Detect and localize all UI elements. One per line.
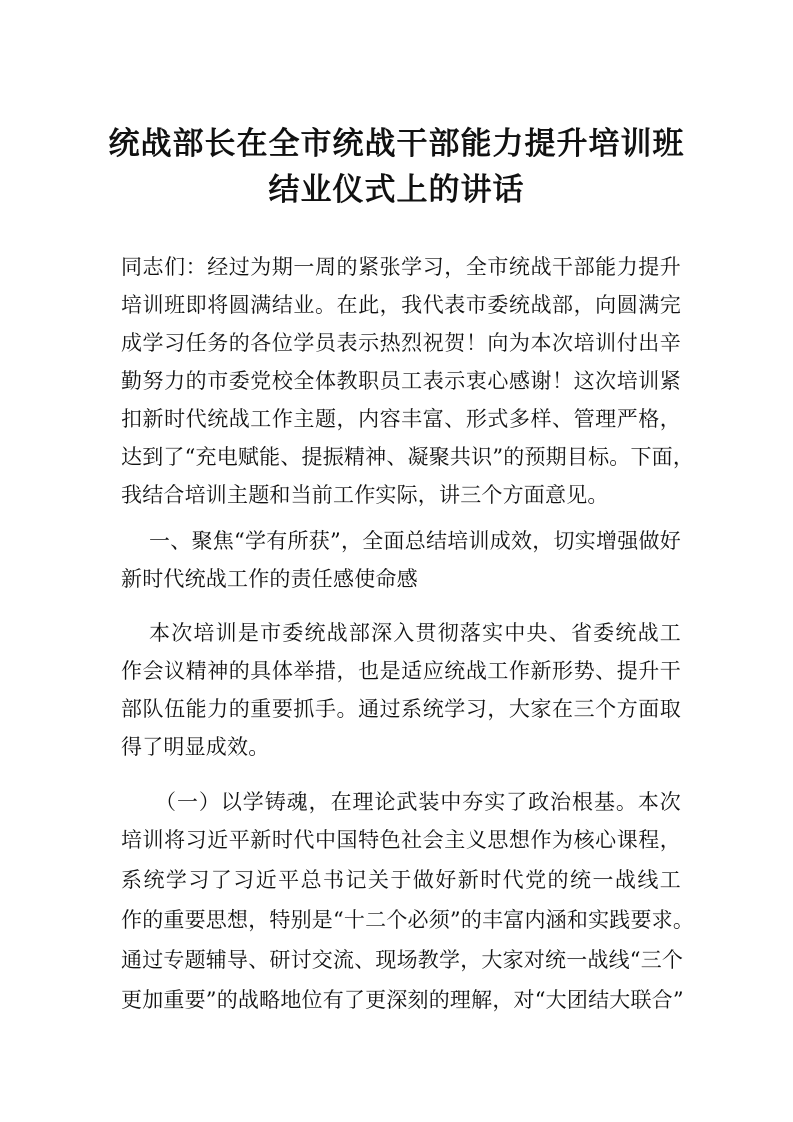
body-line: 培训班即将圆满结业。在此，我代表市委统战部，向圆满完 (121, 293, 681, 317)
body-line: 得了明显成效。 (121, 735, 270, 759)
body-line: 同志们：经过为期一周的紧张学习，全市统战干部能力提升 (121, 255, 681, 279)
body-line: 本次培训是市委统战部深入贯彻落实中央、省委统战工 (149, 621, 681, 645)
body-line: 作的重要思想，特别是“十二个必须”的丰富内涵和实践要求。 (121, 908, 695, 932)
document-title-line-1: 统战部长在全市统战干部能力提升培训班 (108, 126, 685, 162)
body-line: 我结合培训主题和当前工作实际，讲三个方面意见。 (121, 483, 609, 507)
document-title-line-2: 结业仪式上的讲话 (268, 172, 525, 208)
body-line: 系统学习了习近平总书记关于做好新时代党的统一战线工 (121, 868, 681, 892)
body-line: 培训将习近平新时代中国特色社会主义思想作为核心课程， (121, 828, 681, 852)
body-line: 扣新时代统战工作主题，内容丰富、形式多样、管理严格， (121, 407, 681, 431)
body-line: 成学习任务的各位学员表示热烈祝贺！向为本次培训付出辛 (121, 331, 681, 355)
body-line: 勤努力的市委党校全体教职员工表示衷心感谢！这次培训紧 (121, 369, 681, 393)
section-heading-line: 一、聚焦“学有所获”，全面总结培训成效，切实增强做好 (149, 529, 681, 553)
body-line: 作会议精神的具体举措，也是适应统战工作新形势、提升干 (121, 659, 681, 683)
body-line: 达到了“充电赋能、提振精神、凝聚共识”的预期目标。下面， (121, 445, 695, 469)
body-line: （一）以学铸魂，在理论武装中夯实了政治根基。本次 (155, 790, 681, 814)
body-line: 通过专题辅导、研讨交流、现场教学，大家对统一战线“三个 (121, 948, 684, 972)
body-line: 更加重要”的战略地位有了更深刻的理解，对“大团结大联合” (121, 988, 684, 1012)
body-line: 部队伍能力的重要抓手。通过系统学习，大家在三个方面取 (121, 697, 681, 721)
section-heading-line: 新时代统战工作的责任感使命感 (121, 567, 418, 591)
